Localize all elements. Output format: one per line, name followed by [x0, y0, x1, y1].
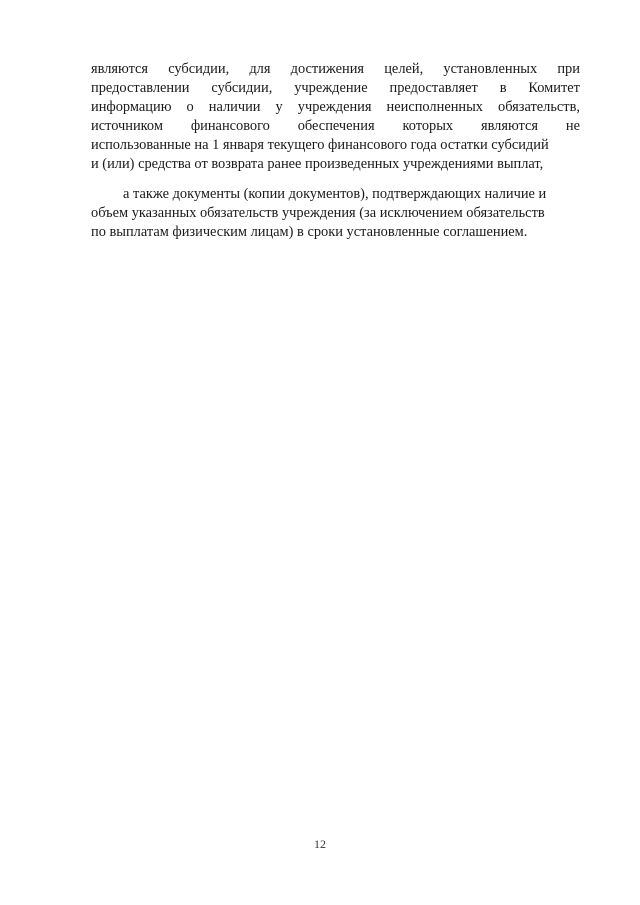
- word: предоставляет: [389, 80, 478, 96]
- text-line: и (или) средства от возврата ранее произведенных учреждениями выплат,: [91, 156, 544, 172]
- word: в: [499, 80, 507, 96]
- word: учреждения: [297, 99, 372, 115]
- word: не: [565, 118, 580, 134]
- word: источником: [91, 118, 163, 134]
- word: целей,: [384, 61, 424, 77]
- word: Комитет: [528, 80, 580, 96]
- word: неисполненных: [386, 99, 483, 115]
- word: обеспечения: [297, 118, 375, 134]
- text-line: объем указанных обязательств учреждения (за исключением обязательств: [91, 205, 545, 221]
- word: предоставлении: [91, 80, 190, 96]
- word: субсидии,: [211, 80, 273, 96]
- text-line: а также документы (копии документов), подтверждающих наличие и: [123, 186, 547, 202]
- paragraph-1: [91, 60, 580, 174]
- page-number: 12: [314, 837, 326, 851]
- text-line: использованные на 1 января текущего финансового года остатки субсидий: [91, 137, 549, 153]
- word: являются: [480, 118, 539, 134]
- text-line: [91, 79, 580, 98]
- word: обязательств,: [498, 99, 580, 115]
- word: финансового: [190, 118, 270, 134]
- word: достижения: [290, 61, 365, 77]
- word: информацию: [91, 99, 172, 115]
- word: являются: [91, 61, 149, 77]
- text-line: по выплатам физическим лицам) в сроки установленные соглашением.: [91, 224, 528, 240]
- text-line: [91, 98, 580, 117]
- word: учреждение: [294, 80, 368, 96]
- word: у: [275, 99, 283, 115]
- text-line: [91, 117, 580, 136]
- word: наличии: [208, 99, 261, 115]
- word: установленных: [443, 61, 538, 77]
- word: о: [186, 99, 194, 115]
- word: субсидии,: [168, 61, 230, 77]
- text-line: [91, 60, 580, 79]
- paragraph-2: [91, 185, 580, 242]
- word: которых: [402, 118, 454, 134]
- word: при: [557, 61, 580, 77]
- word: для: [249, 61, 271, 77]
